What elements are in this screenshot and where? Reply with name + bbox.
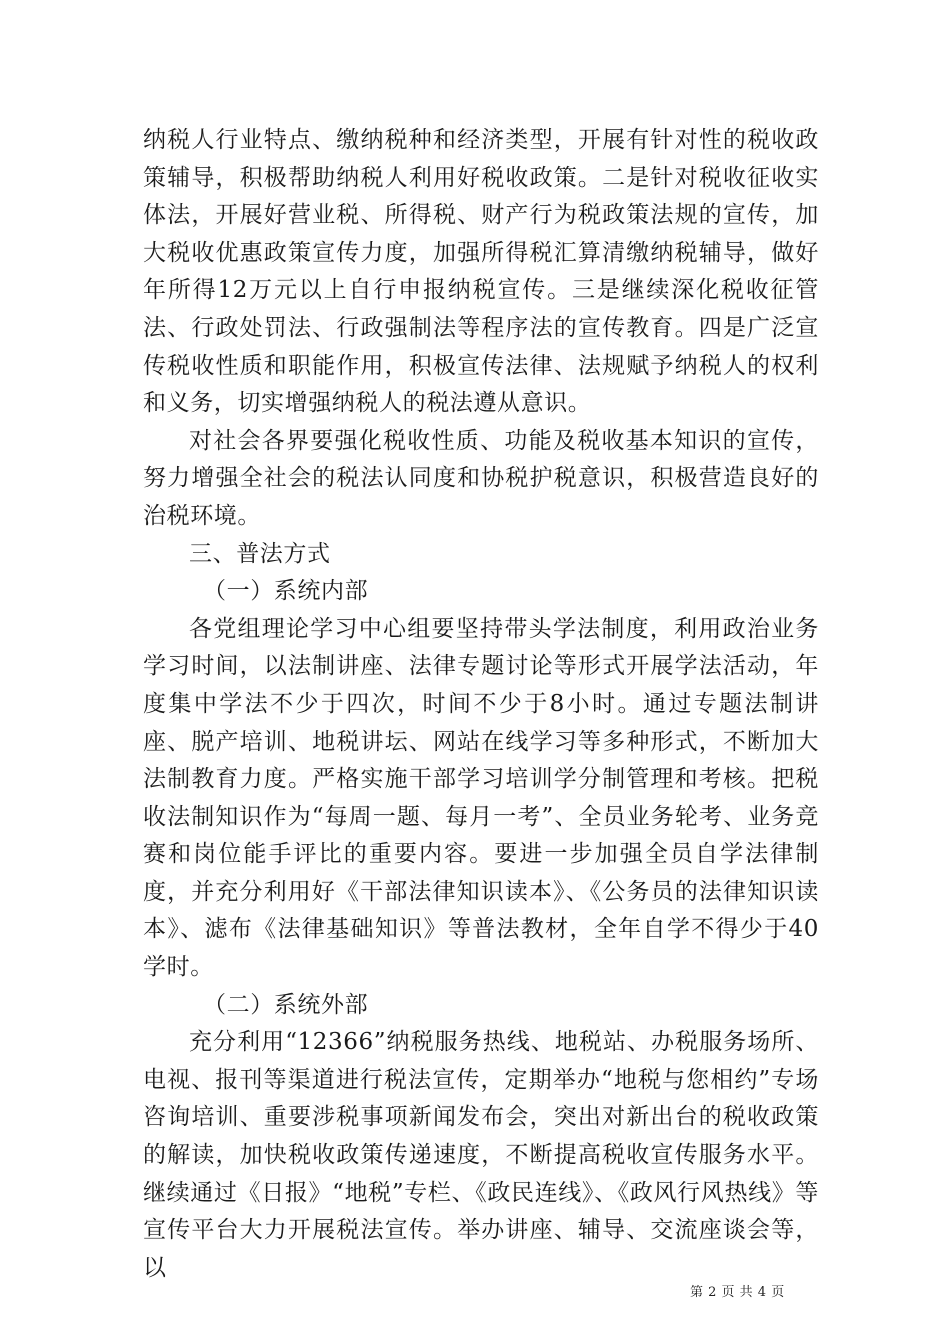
paragraph-society: 对社会各界要强化税收性质、功能及税收基本知识的宣传，努力增强全社会的税法认同度和协税护税意识，积极营造良好的治税环境。 <box>143 427 819 529</box>
paragraph-continued: 纳税人行业特点、缴纳税种和经济类型，开展有针对性的税收政策辅导，积极帮助纳税人利用好税收政策。二是针对税收征收实体法，开展好营业税、所得税、财产行为税政策法规的宣传，加大税收优惠政策宣传力度，加强所得税汇算清缴纳税辅导，做好年所得12万元以上自行申报纳税宣传。三是继续深化税收征管法、行政处罚法、行政强制法等程序法的宣传教育。四是广泛宣传税收性质和职能作用，积极宣传法律、法规赋予纳税人的权利和义务，切实增强纳税人的税法遵从意识。 <box>143 127 819 417</box>
page-number: 第 2 页 共 4 页 <box>690 1285 785 1300</box>
paragraph-external: 充分利用“12366”纳税服务热线、地税站、办税服务场所、电视、报刊等渠道进行税法宣传，定期举办“地税与您相约”专场咨询培训、重要涉税事项新闻发布会，突出对新出台的税收政策的解读，加快税收政策传递速度，不断提高税收宣传服务水平。继续通过《日报》“地税”专栏、《政民连线》、《政风行风热线》等宣传平台大力开展税法宣传。举办讲座、辅导、交流座谈会等，以 <box>143 1029 819 1281</box>
subsection-heading-internal: （一）系统内部 <box>203 578 369 605</box>
subsection-heading-external: （二）系统外部 <box>203 991 369 1018</box>
document-body <box>143 122 819 1287</box>
section-heading: 三、普法方式 <box>189 540 331 567</box>
paragraph-internal: 各党组理论学习中心组要坚持带头学法制度，利用政治业务学习时间，以法制讲座、法律专题讨论等形式开展学法活动，年度集中学法不少于四次，时间不少于8小时。通过专题法制讲座、脱产培训、地税讲坛、网站在线学习等多种形式，不断加大法制教育力度。严格实施干部学习培训学分制管理和考核。把税收法制知识作为“每周一题、每月一考”、全员业务轮考、业务竞赛和岗位能手评比的重要内容。要进一步加强全员自学法律制度，并充分利用好《干部法律知识读本》、《公务员的法律知识读本》、滤布《法律基础知识》等普法教材，全年自学不得少于40学时。 <box>143 615 819 981</box>
